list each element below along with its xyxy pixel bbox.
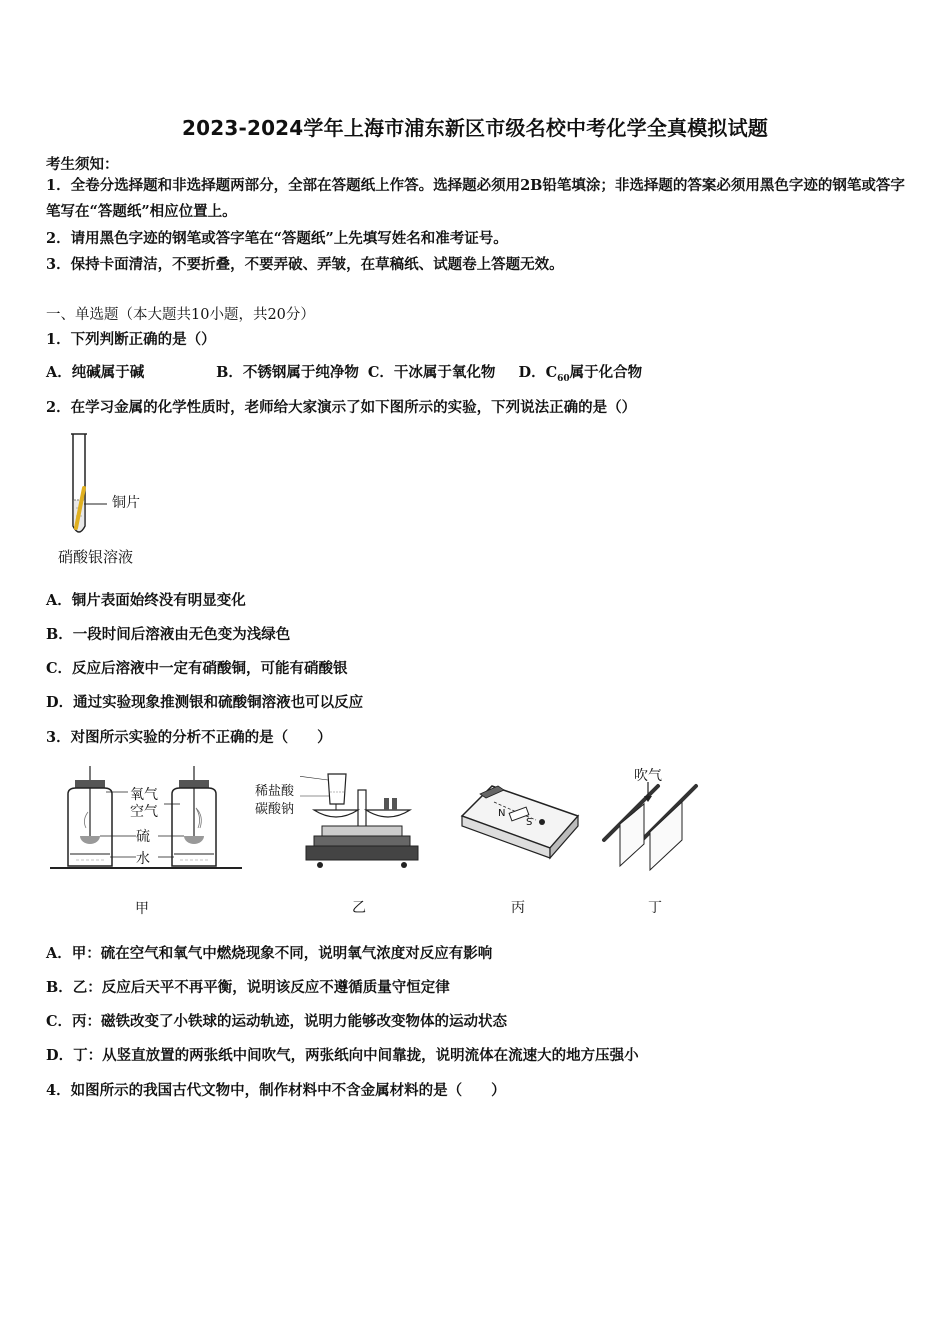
q1-option-d-prefix: D．C xyxy=(518,364,558,381)
label-yi: 乙 xyxy=(352,900,366,916)
notice-item-2: 2．请用黑色字迹的钢笔或答字笔在“答题纸”上先填写姓名和准考证号。 xyxy=(46,230,508,247)
q2-stem: 2．在学习金属的化学性质时，老师给大家演示了如下图所示的实验，下列说法正确的是（） xyxy=(46,399,637,416)
q3-option-b[interactable]: B．乙：反应后天平不再平衡，说明该反应不遵循质量守恒定律 xyxy=(46,979,450,996)
label-oxygen: 氧气 xyxy=(130,787,158,803)
label-carbonate: 碳酸钠 xyxy=(255,802,295,817)
section-heading: 一、单选题（本大题共10小题，共20分） xyxy=(46,307,315,323)
label-ding: 丁 xyxy=(648,900,662,916)
balance-figure xyxy=(300,770,420,872)
paper-blow-figure xyxy=(600,782,710,874)
q3-option-d[interactable]: D．丁：从竖直放置的两张纸中间吹气，两张纸向中间靠拢，说明流体在流速大的地方压强小 xyxy=(46,1047,639,1064)
label-acid: 稀盐酸 xyxy=(255,784,295,799)
label-copper: 铜片 xyxy=(112,495,140,511)
q2-option-c[interactable]: C．反应后溶液中一定有硝酸铜，可能有硝酸银 xyxy=(46,660,348,677)
q1-option-c[interactable]: C．干冰属于氧化物 xyxy=(367,364,496,381)
q2-option-d[interactable]: D．通过实验现象推测银和硫酸铜溶液也可以反应 xyxy=(46,694,364,711)
magnet-tray-figure xyxy=(458,776,582,866)
label-s: S xyxy=(526,817,533,828)
notice-item-1: 1．全卷分选择题和非选择题两部分，全部在答题纸上作答。选择题必须用2B铅笔填涂；非选择题的答案必须用黑色字迹的钢笔或答字笔写在“答题纸”相应位置上。 xyxy=(46,177,905,220)
jar-icon-1 xyxy=(68,766,112,866)
q3-option-c[interactable]: C．丙：磁铁改变了小铁球的运动轨迹，说明力能够改变物体的运动状态 xyxy=(46,1013,508,1030)
q4-stem: 4．如图所示的我国古代文物中，制作材料中不含金属材料的是（ ） xyxy=(46,1082,506,1099)
label-bing: 丙 xyxy=(511,900,525,916)
q1-options xyxy=(46,361,642,384)
q1-option-d-suffix: 属于化合物 xyxy=(569,364,643,381)
label-water: 水 xyxy=(136,851,150,867)
magnet-tray-icon xyxy=(462,786,578,858)
notice-heading: 考生须知： xyxy=(46,156,119,173)
q1-option-b[interactable]: B．不锈钢属于纯净物 xyxy=(216,364,359,381)
jar-icon-2 xyxy=(172,766,216,866)
q1-option-d-sub: 60 xyxy=(557,373,570,384)
label-silver-nitrate: 硝酸银溶液 xyxy=(58,548,134,566)
notice-item-3: 3．保持卡面清洁，不要折叠，不要弄破、弄皱，在草稿纸、试题卷上答题无效。 xyxy=(46,256,564,273)
label-n: N xyxy=(498,808,506,819)
q2-option-b[interactable]: B．一段时间后溶液由无色变为浅绿色 xyxy=(46,626,291,643)
q3-option-a[interactable]: A．甲：硫在空气和氧气中燃烧现象不同，说明氧气浓度对反应有影响 xyxy=(46,945,493,962)
label-blow: 吹气 xyxy=(634,768,662,784)
q1-option-a[interactable]: A．纯碱属于碱 xyxy=(46,364,145,381)
balance-icon xyxy=(306,774,418,868)
q3-stem: 3．对图所示实验的分析不正确的是（ ） xyxy=(46,729,332,746)
page-title: 2023-2024学年上海市浦东新区市级名校中考化学全真模拟试题 xyxy=(181,116,769,140)
q2-option-a[interactable]: A．铜片表面始终没有明显变化 xyxy=(46,592,246,609)
label-air: 空气 xyxy=(130,804,158,820)
q1-stem: 1．下列判断正确的是（） xyxy=(46,331,216,348)
label-jia: 甲 xyxy=(135,901,149,917)
q1-option-d[interactable] xyxy=(518,364,643,384)
label-sulfur: 硫 xyxy=(136,829,150,845)
